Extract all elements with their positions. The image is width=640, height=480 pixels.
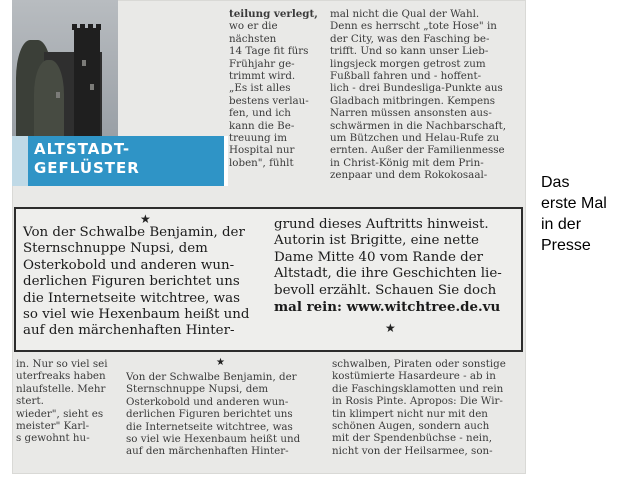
text-line: treuung im — [229, 132, 287, 145]
text-line: Von der Schwalbe Benjamin, der — [23, 225, 245, 240]
window — [90, 84, 94, 90]
text-line: s gewohnt hu- — [16, 432, 90, 445]
column-3-bottom — [332, 358, 522, 470]
caption-line: Presse — [541, 237, 591, 254]
text-line: mal rein: www.witchtree.de.vu — [274, 299, 501, 316]
text-line: derlichen Figuren berichtet uns — [126, 408, 293, 421]
text-line: meister" Karl- — [16, 420, 90, 433]
text-line: fen, und ich — [229, 107, 291, 120]
caption-line: erste Mal — [541, 195, 607, 212]
column-2-top — [229, 8, 319, 196]
banner-line-1: ALTSTADT- — [34, 140, 131, 158]
text-line: bevoll erzählt. Schauen Sie doch — [274, 282, 497, 298]
text-line: wo er die — [229, 20, 278, 33]
text-line: die Faschingsklamotten und rein — [332, 382, 504, 395]
castle-photo — [12, 0, 118, 136]
box-column-right — [274, 217, 516, 315]
text-line: Von der Schwalbe Benjamin, der — [126, 371, 297, 383]
text-line: schönen Augen, sondern auch — [332, 420, 490, 433]
text-line: auf den märchenhaften Hinter- — [23, 323, 235, 339]
text-line: trimmt wird. — [229, 70, 296, 83]
text-line: ernten. Außer der Familienmesse — [330, 144, 505, 157]
star-icon: ★ — [216, 357, 225, 368]
caption-line: Das — [541, 174, 570, 191]
text-line: Sternschnuppe Nupsi, dem — [126, 383, 269, 396]
column-2-bottom — [126, 371, 318, 471]
text-line: Denn es herrscht „tote Hose" in — [330, 20, 497, 33]
text-line: derlichen Figuren berichtet uns — [23, 274, 240, 290]
text-line: trifft. Und so kann unser Lieb- — [330, 45, 489, 58]
text-line: uterfreaks haben — [16, 370, 106, 383]
star-icon: ★ — [385, 321, 396, 335]
text-line: Altstadt, die ihre Geschichten lie- — [274, 266, 502, 282]
text-line: zenpaar und dem Rokokosaal- — [330, 169, 488, 182]
text-line: Autorin ist Brigitte, eine nette — [274, 233, 479, 249]
text-line: teilung verlegt, — [229, 8, 318, 20]
text-line: kostümierte Hasardeure - ab in — [332, 370, 496, 383]
text-line: mit der Spendenbüchse - nein, — [332, 432, 492, 445]
text-line: grund dieses Auftritts hinweist. — [274, 217, 489, 232]
window — [56, 92, 60, 98]
text-line: Dame Mitte 40 vom Rande der — [274, 249, 484, 265]
text-line: so viel wie Hexenbaum heißt und — [126, 433, 301, 446]
text-line: die Internetseite witchtree, was — [126, 420, 293, 433]
text-line: stert. — [16, 395, 44, 408]
text-line: nächsten — [229, 32, 277, 45]
column-1-bottom — [16, 358, 112, 470]
text-line: die Internetseite witchtree, was — [23, 290, 240, 306]
text-line: mal nicht die Qual der Wahl. — [330, 8, 480, 20]
text-line: nlaufstelle. Mehr — [16, 382, 106, 395]
text-line: Narren müssen ansonsten aus- — [330, 107, 492, 120]
box-column-left — [23, 225, 267, 340]
text-line: schwärmen in die Nachbarschaft, — [330, 119, 507, 132]
text-line: tin klimpert nicht nur mit den — [332, 407, 488, 420]
castle-tower — [74, 28, 100, 136]
caption-line: in der — [541, 216, 582, 233]
castle-battlements — [72, 24, 102, 30]
banner-strip — [12, 136, 28, 186]
text-line: Gladbach mitbringen. Kempens — [330, 94, 496, 107]
text-line: um Bützchen und Helau-Rufe zu — [330, 132, 500, 145]
text-line: lich - drei Bundesliga-Punkte aus — [330, 82, 503, 95]
text-line: nicht von der Heilsarmee, son- — [332, 444, 493, 457]
text-line: in Christ-König mit dem Prin- — [330, 156, 484, 169]
column-3-top — [330, 8, 520, 203]
column-banner — [28, 136, 224, 186]
text-line: schwalben, Piraten oder sonstige — [332, 358, 506, 370]
highlighted-article-box — [14, 207, 523, 352]
star-icon: ★ — [140, 212, 151, 226]
tree-shape — [34, 60, 64, 136]
text-line: auf den märchenhaften Hinter- — [126, 445, 289, 458]
text-line: Hospital nur — [229, 144, 295, 157]
text-line: Sternschnuppe Nupsi, dem — [23, 241, 208, 257]
text-line: in Rosis Pinte. Apropos: Die Wir- — [332, 395, 503, 408]
text-line: Osterkobold und anderen wun- — [23, 257, 235, 273]
text-line: „Es ist alles — [229, 82, 291, 95]
text-line: bestens verlau- — [229, 94, 309, 107]
text-line: Osterkobold und anderen wun- — [126, 395, 289, 408]
text-line: Frühjahr ge- — [229, 57, 295, 70]
text-line: wieder", sieht es — [16, 407, 104, 420]
text-line: 14 Tage fit fürs — [229, 45, 309, 58]
text-line: kann die Be- — [229, 119, 295, 132]
text-line: lingsjeck morgen getrost zum — [330, 57, 486, 70]
window — [82, 60, 86, 66]
side-caption — [541, 172, 631, 256]
text-line: Fußball fahren und - hoffent- — [330, 70, 482, 83]
text-line: der City, was den Fasching be- — [330, 32, 490, 45]
text-line: loben", fühlt — [229, 156, 294, 169]
banner-gap — [224, 136, 228, 186]
text-line: so viel wie Hexenbaum heißt und — [23, 307, 250, 323]
banner-line-2: GEFLÜSTER — [34, 159, 140, 177]
text-line: in. Nur so viel sei — [16, 358, 108, 370]
